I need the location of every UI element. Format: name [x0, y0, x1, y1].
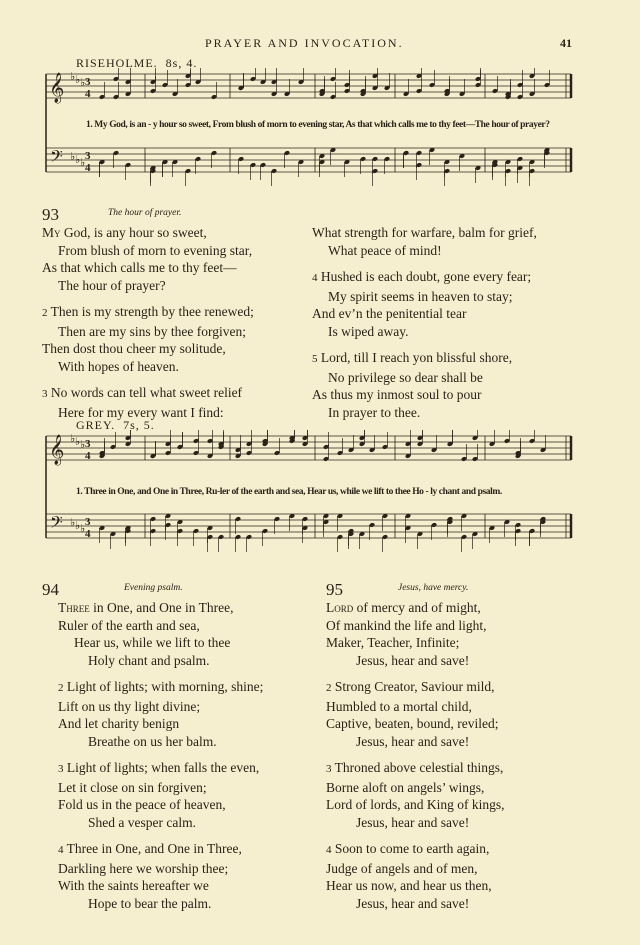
stanza [326, 599, 616, 669]
stanza [42, 303, 312, 375]
svg-text:4: 4 [85, 528, 91, 540]
verse-line: Then are my sins by thee forgiven; [58, 323, 246, 339]
verse-line: Darkling here we worship thee; [58, 860, 229, 876]
verse-line: As that which calls me to thy feet— [42, 260, 237, 275]
verse-line: Of mankind the life and light, [326, 617, 487, 633]
svg-text:♭: ♭ [70, 432, 76, 445]
verse-line: Hope to bear the palm. [88, 895, 212, 911]
verse-line: The hour of prayer? [58, 277, 166, 293]
hymn-caption-93: The hour of prayer. [108, 208, 182, 218]
verse-line: Maker, Teacher, Infinite; [326, 635, 460, 650]
svg-text:♭: ♭ [75, 153, 81, 166]
verse-line: 2 Strong Creator, Saviour mild, [326, 679, 495, 694]
svg-text:♭: ♭ [70, 150, 76, 163]
svg-text:4: 4 [85, 162, 91, 174]
hymn-93-right-column [312, 224, 612, 430]
verse-line: Here for my every want I find: [58, 404, 224, 420]
stanza [312, 268, 612, 340]
svg-text:𝄞: 𝄞 [49, 73, 65, 103]
verse-line: From blush of morn to evening star, [58, 242, 253, 258]
stanza [326, 840, 616, 912]
stanza [312, 349, 612, 421]
hymn-94 [58, 599, 318, 921]
tune-meter: 8s, 4. [165, 56, 198, 70]
verse-line: With the saints hereafter we [58, 878, 209, 893]
svg-text:3: 3 [85, 76, 91, 88]
verse-line: 3 Light of lights; when falls the even, [58, 760, 260, 775]
verse-line: Hear us now, and hear us then, [326, 878, 492, 893]
svg-text:♭: ♭ [70, 516, 76, 529]
verse-line: Judge of angels and of men, [326, 860, 478, 876]
svg-text:3: 3 [85, 150, 91, 162]
verse-line: 3 No words can tell what sweet relief [42, 385, 243, 400]
stanza [58, 678, 318, 750]
stanza [42, 384, 312, 421]
hymn-number-95: 95 [326, 580, 343, 599]
hymn-number-93: 93 [42, 205, 59, 224]
svg-text:4: 4 [85, 450, 91, 462]
hymn-caption-95: Jesus, have mercy. [398, 583, 469, 593]
svg-text:♭: ♭ [80, 522, 86, 535]
verse-line: Jesus, hear and save! [356, 652, 470, 668]
hymn-95 [326, 599, 616, 921]
verse-line: What strength for warfare, balm for grief, [312, 225, 537, 240]
verse-line: Humbled to a mortal child, [326, 698, 472, 714]
stanza [58, 599, 318, 669]
stanza [58, 759, 318, 831]
svg-text:4: 4 [85, 88, 91, 100]
stanza [326, 678, 616, 750]
verse-line: Lord of mercy and of might, [326, 600, 481, 615]
verse-line: 3 Throned above celestial things, [326, 760, 504, 775]
lyric-underlay-grey: 1. Three in One, and One in Three, Ru-ler of the earth and sea, Hear us, while we lift to thee Ho - ly chant and psalm. [76, 487, 502, 497]
svg-text:♭: ♭ [70, 70, 76, 83]
verse-line: As thus my inmost soul to pour [312, 387, 482, 402]
verse-line: No privilege so dear shall be [328, 369, 483, 385]
verse-line: 2 Then is my strength by thee renewed; [42, 304, 254, 319]
svg-text:♭: ♭ [75, 435, 81, 448]
verse-line: With hopes of heaven. [58, 358, 179, 374]
svg-text:𝄞: 𝄞 [49, 435, 65, 465]
svg-text:♭: ♭ [80, 76, 86, 89]
svg-text:♭: ♭ [80, 438, 86, 451]
verse-line: Borne aloft on angels’ wings, [326, 779, 485, 795]
verse-line: Hear us, while we lift to thee [74, 635, 231, 650]
svg-text:3: 3 [85, 438, 91, 450]
verse-line: 4 Hushed is each doubt, gone every fear; [312, 269, 532, 284]
hymn-93-left-column [42, 224, 312, 430]
hymn-caption-94: Evening psalm. [124, 583, 183, 593]
page-header [0, 36, 640, 52]
verse-line: 2 Light of lights; with morning, shine; [58, 679, 264, 694]
svg-text:♭: ♭ [80, 156, 86, 169]
verse-line: 4 Soon to come to earth again, [326, 841, 490, 856]
svg-text:3: 3 [85, 516, 91, 528]
stanza [42, 224, 312, 294]
page-number: 41 [560, 36, 572, 50]
stanza [312, 224, 612, 259]
lyric-underlay-riseholme: 1. My God, is an - y hour so sweet, From blush of morn to evening star, As that which calls me to thy feet—The hour of prayer? [86, 120, 550, 130]
verse-line: My God, is any hour so sweet, [42, 225, 207, 240]
verse-line: What peace of mind! [328, 242, 442, 258]
verse-line: Breathe on us her balm. [88, 733, 217, 749]
verse-line: Then dost thou cheer my solitude, [42, 341, 226, 356]
stanza [326, 759, 616, 831]
verse-line: In prayer to thee. [328, 404, 421, 420]
svg-text:♭: ♭ [75, 73, 81, 86]
verse-line: Jesus, hear and save! [356, 733, 470, 749]
verse-line: Jesus, hear and save! [356, 895, 470, 911]
verse-line: Shed a vesper calm. [88, 814, 196, 830]
svg-text:♭: ♭ [75, 519, 81, 532]
tune-name: RISEHOLME. [76, 56, 158, 70]
running-title: PRAYER AND INVOCATION. [205, 36, 404, 50]
verse-line: Is wiped away. [328, 323, 409, 339]
svg-text:𝄢: 𝄢 [50, 146, 63, 170]
verse-line: 4 Three in One, and One in Three, [58, 841, 242, 856]
svg-text:𝄢: 𝄢 [50, 512, 63, 536]
verse-line: Captive, beaten, bound, reviled; [326, 716, 499, 731]
verse-line: 5 Lord, till I reach yon blissful shore, [312, 350, 513, 365]
stanza [58, 840, 318, 912]
hymn-number-94: 94 [42, 580, 59, 599]
verse-line: Jesus, hear and save! [356, 814, 470, 830]
verse-line: Three in One, and One in Three, [58, 600, 234, 615]
verse-line: My spirit seems in heaven to stay; [328, 288, 513, 304]
verse-line: And let charity benign [58, 716, 180, 731]
verse-line: And ev’n the penitential tear [312, 306, 467, 321]
verse-line: Holy chant and psalm. [88, 652, 210, 668]
verse-line: Lord of lords, and King of kings, [326, 797, 505, 812]
tune-meter: 7s, 5. [123, 418, 155, 432]
verse-line: Let it close on sin forgiven; [58, 779, 207, 795]
verse-line: Fold us in the peace of heaven, [58, 797, 226, 812]
verse-line: Lift on us thy light divine; [58, 698, 201, 714]
tune-name: GREY. [76, 418, 116, 432]
verse-line: Ruler of the earth and sea, [58, 617, 200, 633]
